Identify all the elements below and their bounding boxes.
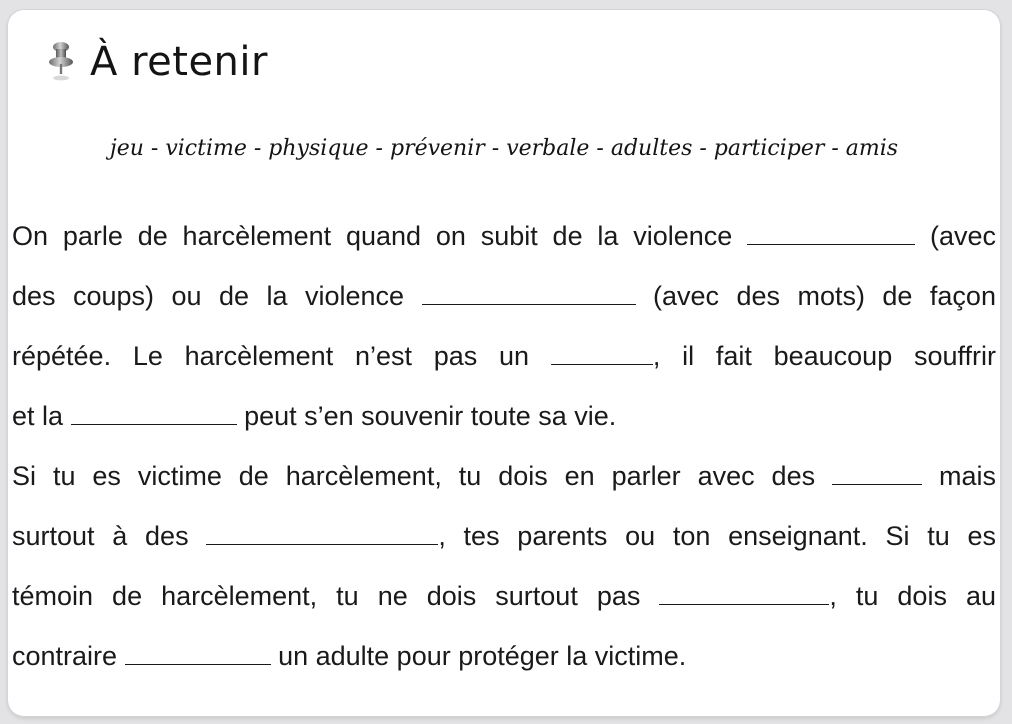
text-segment: et la — [12, 401, 64, 431]
text-segment: répétée. Le harcèlement n’est pas un — [12, 341, 530, 371]
answer-blank-2 — [422, 284, 636, 305]
text-segment: , tes parents ou ton enseignant. Si tu es — [438, 521, 996, 551]
answer-blank-8 — [125, 644, 271, 665]
exercise-line-2 — [12, 266, 996, 326]
answer-blank-1 — [747, 224, 915, 245]
text-segment: des coups) ou de la violence — [12, 281, 405, 311]
text-segment: peut s’en souvenir toute sa vie. — [244, 401, 617, 431]
text-segment: un adulte pour protéger la victime. — [278, 641, 687, 671]
text-segment: (avec des mots) de façon — [652, 281, 996, 311]
answer-blank-4 — [71, 404, 237, 425]
answer-blank-7 — [659, 584, 829, 605]
exercise-line-1 — [12, 206, 996, 266]
exercise-line-5 — [12, 446, 996, 506]
text-segment: On parle de harcèlement quand on subit de la violence — [12, 221, 733, 251]
text-segment: témoin de harcèlement, tu ne dois surtout pas — [12, 581, 641, 611]
text-segment: mais — [938, 461, 996, 491]
exercise-line-8 — [12, 626, 996, 686]
page-title: À retenir — [90, 39, 268, 85]
fill-in-exercise — [12, 206, 996, 686]
answer-blank-6 — [206, 524, 438, 545]
text-segment: , il fait beaucoup souffrir — [652, 341, 996, 371]
text-segment: (avec — [929, 221, 996, 251]
text-segment: , tu dois au — [829, 581, 996, 611]
exercise-line-4 — [12, 386, 996, 446]
text-segment: contraire — [12, 641, 118, 671]
text-segment: surtout à des — [12, 521, 189, 551]
exercise-line-7 — [12, 566, 996, 626]
exercise-line-6 — [12, 506, 996, 566]
word-bank: jeu - victime - physique - prévenir - verbale - adultes - participer - amis — [109, 136, 899, 161]
exercise-line-3 — [12, 326, 996, 386]
answer-blank-3 — [551, 344, 653, 365]
lesson-card — [8, 10, 1000, 716]
answer-blank-5 — [832, 464, 922, 485]
text-segment: Si tu es victime de harcèlement, tu dois en parler avec des — [12, 461, 816, 491]
lesson-header — [46, 32, 268, 92]
pushpin-icon — [46, 40, 76, 84]
